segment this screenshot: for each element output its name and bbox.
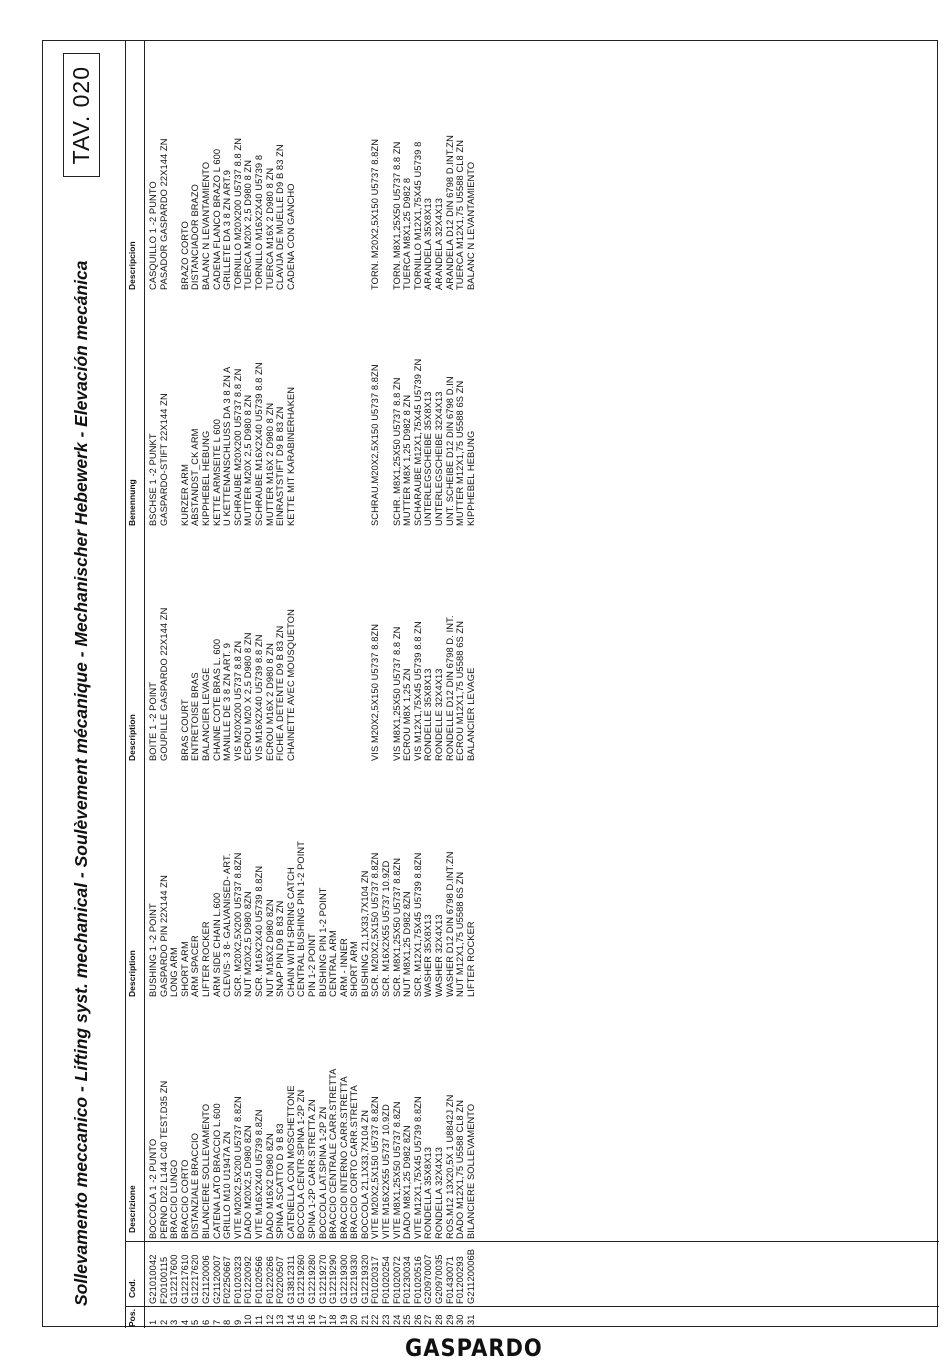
cell-es: TUERCA M20X 2,5 D980 8 ZN (243, 159, 254, 290)
cell-en: CHAIN WITH SPRING CATCH (285, 867, 296, 997)
cell-pos: 8 (222, 1319, 233, 1325)
cell-es (381, 135, 392, 290)
cell-en: ARM - INNER (338, 938, 349, 997)
cell-es: TORNILLO M12X1,75X45 U5739 8 (412, 141, 423, 290)
header-es: Descripcion (127, 241, 137, 290)
cell-it: BRACCIO CORTO (179, 1159, 190, 1239)
cell-it: BOCCOLA 21,1X33,7X104 ZN (359, 1109, 370, 1239)
header-pos: Pos. (127, 1309, 137, 1327)
cell-en: PIN 1-2 POINT (306, 933, 317, 997)
cell-it: SPINA A SCATTO D 9 B 83 (275, 1123, 286, 1239)
cell-de: UNTERLEGSCHEIBE 35X8X13 (423, 391, 434, 526)
cell-it: VITE M16X2X55 U5737 10.9ZD (381, 1104, 392, 1239)
cell-fr: GOUPILLE GASPARDO 22X144 ZN (158, 607, 169, 761)
cell-de: KETTE MIT KARABINERHAKEN (285, 386, 296, 526)
cell-en: CLEVIS- 3 8- GALVANISED- ART. (222, 853, 233, 997)
cell-en: SNAP PIN D9 B 83 ZN (275, 900, 286, 997)
cell-cod: F01230034 (402, 1256, 413, 1304)
cell-es: DISTANCIADOR BRAZO (190, 184, 201, 290)
cell-cod: G21010042 (148, 1254, 158, 1304)
cell-de: U KETTENANSCHLUSS DA 3 8 ZN A (222, 366, 233, 526)
cell-cod: G12219270 (317, 1254, 328, 1304)
cell-pos: 29 (444, 1314, 455, 1325)
cell-de: GASPARDO-STIFT 22X144 ZN (158, 393, 169, 526)
cell-es: TORNILLO M16X2X40 U5739 8 (253, 154, 264, 290)
cell-de: KETTE ARMSEITE L 600 (211, 418, 222, 526)
cell-pos: 15 (296, 1314, 307, 1325)
cell-fr (381, 608, 392, 761)
cell-en: NUT M20X2,5 D980 8ZN (243, 891, 254, 997)
cell-es: TUERCA M8X1,25 D982 8 (402, 177, 413, 290)
cell-pos: 19 (338, 1314, 349, 1325)
cell-de (328, 359, 339, 526)
header-rule (125, 41, 126, 1328)
cell-pos: 11 (253, 1315, 264, 1325)
cell-de: KIPPHEBEL HEBUNG (200, 430, 211, 526)
cell-cod: F01020317 (370, 1256, 381, 1304)
cell-it: RONDELLA 32X4X13 (434, 1146, 445, 1239)
cell-it: PERNO D22 L144 C40 TEST.D35 ZN (158, 1080, 169, 1239)
cell-de (307, 359, 318, 526)
cell-it: ROS.M12 13X20,5X 1 U8842J ZN (444, 1094, 455, 1239)
cell-fr: ECROU M12X1,75 U5588 6S ZN (455, 620, 466, 761)
cell-pos: 26 (412, 1314, 423, 1325)
cell-pos: 22 (370, 1314, 381, 1325)
cell-fr (296, 608, 307, 761)
cell-it: RONDELLA 35X8X13 (423, 1146, 434, 1239)
cell-en: SCR. M12X1,75X45 U5739 8.8ZN (412, 852, 423, 997)
cell-es (349, 135, 360, 290)
cell-de (296, 359, 307, 526)
cell-it: BRACCIO INTERNO CARR.STRETTA (338, 1076, 349, 1239)
cell-cod: G12219290 (328, 1254, 339, 1304)
cell-fr: ENTRETOISE BRAS (190, 672, 201, 761)
cell-it: SPINA 1-2P CARR.STRETTA ZN (306, 1099, 317, 1239)
cell-es: TORNILLO M20X200 U5737 8.8 ZN (232, 137, 243, 290)
cell-it: BOCCOLA CENTR.SPINA 1-2P ZN (296, 1089, 307, 1239)
cell-it: VITE M8X1,25X50 U5737 8.8ZN (391, 1101, 402, 1239)
cell-cod: G12219260 (296, 1254, 307, 1304)
cell-fr (169, 608, 180, 761)
cell-en: SCR. M20X2,5X200 U5737 8.8ZN (232, 852, 243, 997)
column-pos (148, 1314, 476, 1325)
cell-it: VITE M20X2,5X200 U5737 8.8ZN (232, 1096, 243, 1239)
cell-de: UNTERLEGSCHEIBE 32X4X13 (434, 391, 445, 526)
cell-es (328, 135, 339, 290)
cell-fr: CHAINETTE AVEC MOUSQUETON (285, 609, 296, 761)
cell-cod: G12219320 (359, 1254, 370, 1304)
cell-es: GRILLETE DA 3 8 ZN ART.9 (222, 169, 233, 290)
cell-cod: G20970007 (423, 1254, 434, 1304)
cell-en: ARM SIDE CHAIN L.600 (211, 892, 222, 997)
cell-fr: MANILLE DE 3 8 ZN ART. 9 (222, 643, 233, 761)
cell-it: BRACCIO CORTO CARR.STRETTA (349, 1085, 360, 1239)
cell-cod: G20970035 (434, 1254, 445, 1304)
cell-cod: G12219330 (349, 1254, 360, 1304)
cell-cod: G12219300 (338, 1254, 349, 1304)
cell-fr: CHAINE COTE BRAS L. 600 (211, 638, 222, 761)
column-en (148, 841, 476, 997)
header-de: Benennung (127, 479, 137, 526)
cell-pos: 14 (285, 1314, 296, 1325)
cell-en: NUT M16X2 D980 8ZN (264, 899, 275, 997)
cell-de: SCHRAUBE M20X200 U5737 8.8 ZN (232, 368, 243, 526)
header-fr: Description (127, 714, 137, 761)
col-divider-pos (125, 1306, 939, 1307)
cell-it: VITE M16X2X40 U5739 8.8ZN (253, 1109, 264, 1239)
cell-de: KURZER ARM (179, 464, 190, 526)
cell-fr: VIS M20X2,5X150 U5737 8.8ZN (370, 623, 381, 761)
cell-de: MUTTER M8X 1,25 D982 8 ZN (402, 394, 413, 526)
cell-de: MUTTER M16X 2 D980 8 ZN (264, 402, 275, 526)
cell-en: BUSHING 21,1X33,7X104 ZN (359, 870, 370, 997)
cell-de: ABSTANDST_CK ARM (190, 428, 201, 526)
cell-cod: G13812311 (285, 1255, 296, 1304)
table-id: TAV. 020 (63, 53, 100, 177)
cell-it: DADO M16X2 D980 8ZN (264, 1133, 275, 1239)
cell-es: TORN. M20X2,5X150 U5737 8.8ZN (370, 138, 381, 290)
cell-pos: 4 (179, 1319, 190, 1325)
cell-it: CATENA LATO BRACCIO L.600 (211, 1103, 222, 1239)
cell-fr: BRAS COURT (179, 699, 190, 761)
cell-cod: G12219280 (306, 1254, 317, 1304)
cell-en: SCR. M16X2X40 U5739 8.8ZN (253, 865, 264, 997)
cell-fr: VIS M16X2X40 U5739 8.8 ZN (253, 634, 264, 761)
cell-es (318, 135, 329, 290)
cell-de: KIPPHEBEL HEBUNG (465, 430, 476, 526)
cell-fr: ECROU M8X 1,25 ZN (402, 668, 413, 761)
cell-es (169, 135, 180, 290)
cell-de: SCHRAU.M20X2,5X150 U5737 8.8ZN (370, 364, 381, 526)
cell-it: CATENELLA CON MOSCHETTONE (285, 1085, 296, 1239)
cell-fr: ECROU M16X 2 D980 8 ZN (264, 643, 275, 761)
cell-fr: RONDELLE 35X8X13 (423, 668, 434, 761)
cell-en: SHORT ARM (179, 941, 190, 997)
cell-es (307, 135, 318, 290)
cell-es: CASQUILLO 1 -2 PUNTO (148, 181, 158, 290)
gaspardo-logo: GASPARDO (405, 1334, 543, 1362)
cell-es (339, 135, 350, 290)
cell-fr: ECROU M20 X 2,5 D980 8 ZN (243, 632, 254, 761)
cell-pos: 7 (211, 1319, 222, 1325)
column-es (148, 135, 476, 290)
cell-it: DISTANZIALE BRACCIO (190, 1132, 201, 1239)
cell-cod: G21120006B (465, 1248, 476, 1304)
header-bottom-rule (144, 41, 145, 1328)
cell-de: EINRASTSTIFT D9 B 83 ZN (275, 406, 286, 526)
cell-pos: 6 (200, 1319, 211, 1325)
cell-de: MUTTER M12X1,75 U5588 6S ZN (455, 380, 466, 526)
cell-it: GRILLO M10 U1947A ZN (222, 1131, 233, 1239)
cell-en: WASHER 32X4X13 (434, 914, 445, 997)
cell-de: SCHARAUBE M12X1,75X45 U5739 ZN (412, 358, 423, 526)
cell-cod: G21120007 (211, 1255, 222, 1304)
cell-en: SCR. M16X2X55 U5737 10.9ZD (381, 860, 392, 997)
cell-en: NUT M8X1,25 D982 8ZN (402, 891, 413, 997)
cell-en: SCR. M8X1,25X50 U5737 8.8ZN (391, 857, 402, 997)
cell-fr: RONDELLE D12 DIN 6798 D. INT. (444, 615, 455, 761)
cell-fr: RONDELLE 32X4X13 (434, 668, 445, 761)
cell-it: BRACCIO CENTRALE CARR.STRETTA (328, 1068, 339, 1239)
cell-pos: 20 (349, 1314, 360, 1325)
cell-it: BILANCIERE SOLLEVAMENTO (200, 1103, 211, 1239)
cell-it: BOCCOLA 1 -2 PUNTO (148, 1138, 158, 1239)
cell-pos: 12 (264, 1314, 275, 1325)
cell-fr (349, 608, 360, 761)
cell-fr (307, 608, 318, 761)
cell-pos: 13 (275, 1314, 286, 1325)
cell-en: SCR. M20X2,5X150 U5737 8.8ZN (370, 852, 381, 997)
cell-fr: BALANCIER LEVAGE (465, 667, 476, 761)
cell-it: BILANCIERE SOLLEVAMENTO (465, 1103, 476, 1239)
header-en: Description (127, 950, 137, 997)
cell-fr (318, 608, 329, 761)
cell-es: BALANC N LEVANTAMIENTO (465, 161, 476, 290)
cell-cod: F01430071 (444, 1256, 455, 1304)
header-cod: Cod. (127, 1279, 137, 1298)
cell-es: ARANDELA D12 DIN 6798 D.INT.ZN (444, 135, 455, 290)
cell-de: SCHRAUBE M16X2X40 U5739 8.8 ZN (253, 362, 264, 526)
cell-cod: F01200293 (455, 1256, 466, 1304)
cell-en: BUSHING PIN 1-2 POINT (317, 887, 328, 997)
cell-de (339, 359, 350, 526)
cell-en: WASHER D12 DIN 6798 D.INT.ZN (444, 851, 455, 997)
cell-cod: F01220266 (264, 1256, 275, 1304)
cell-cod: F01020072 (391, 1256, 402, 1304)
cell-es: TUERCA M12X1,75 U5588 CL8 ZN (455, 139, 466, 290)
page-frame (42, 40, 938, 1327)
cell-pos: 31 (465, 1314, 476, 1325)
cell-cod: F01020516 (412, 1256, 423, 1304)
cell-it: VITE M20X2,5X150 U5737 8.8ZN (370, 1096, 381, 1239)
cell-it: VITE M12X1,75X45 U5739 8.8ZN (412, 1096, 423, 1239)
cell-pos: 25 (402, 1314, 413, 1325)
cell-cod: G12217600 (169, 1254, 180, 1304)
cell-cod: F02250667 (222, 1256, 233, 1304)
cell-pos: 2 (158, 1319, 169, 1325)
cell-pos: 16 (306, 1314, 317, 1325)
cell-de (381, 359, 392, 526)
cell-de (349, 359, 360, 526)
cell-es: PASADOR GASPARDO 22X144 ZN (158, 138, 169, 290)
header-it: Descrizione (127, 1185, 137, 1233)
cell-es: BALANC N LEVANTAMIENTO (200, 161, 211, 290)
cell-pos: 30 (455, 1314, 466, 1325)
cell-de (318, 359, 329, 526)
cell-en: GASPARDO PIN 22X144 ZN (158, 875, 169, 997)
cell-cod: F01020254 (381, 1256, 392, 1304)
cell-fr: BALANCIER LEVAGE (200, 667, 211, 761)
cell-es (296, 135, 307, 290)
cell-fr (339, 608, 350, 761)
cell-pos: 17 (317, 1314, 328, 1325)
cell-pos: 21 (359, 1314, 370, 1325)
cell-de: UNT. SCHEIBE D12 DIN 6798 D.IN (444, 376, 455, 526)
cell-es (360, 135, 371, 290)
column-fr (148, 608, 476, 761)
cell-de (169, 359, 180, 526)
cell-cod: F20100115 (158, 1256, 169, 1304)
cell-pos: 5 (190, 1319, 201, 1325)
cell-pos: 9 (232, 1319, 243, 1325)
column-de (148, 359, 476, 526)
rotated-table (43, 41, 939, 1328)
cell-fr: FICHE A DETENTE D9 B 83 ZN (275, 625, 286, 761)
cell-de: MUTTER M20X 2,5 D980 8 ZN (243, 394, 254, 526)
cell-fr: VIS M8X1,25X50 U5737 8.8 ZN (391, 626, 402, 761)
cell-cod: F01020323 (232, 1256, 243, 1304)
cell-pos: 3 (169, 1319, 180, 1325)
cell-en: LIFTER ROCKER (200, 921, 211, 997)
cell-en: LONG ARM (169, 947, 180, 997)
cell-cod: G21120006 (200, 1255, 211, 1304)
cell-pos: 23 (381, 1314, 392, 1325)
cell-es: TORN. M8X1,25X50 U5737 8.8 ZN (391, 141, 402, 290)
cell-cod: F02200507 (275, 1256, 286, 1304)
cell-de: SCHR. M8X1,25X50 U5737 8.8 ZN (391, 377, 402, 526)
cell-it: DADO M20X2,5 D980 8ZN (243, 1125, 254, 1239)
column-cod (148, 1249, 476, 1304)
cell-es: BRAZO CORTO (179, 221, 190, 290)
cell-pos: 10 (243, 1314, 254, 1325)
cell-fr: BOITE 1 -2 POINT (148, 681, 158, 761)
page-title: Sollevamento meccanico - Lifting syst. mechanical - Soulèvement mécanique - Mechanischer Hebewerk - Elevación mecánica (71, 260, 91, 1306)
cell-pos: 28 (434, 1314, 445, 1325)
cell-en: WASHER 35X8X13 (423, 914, 434, 997)
cell-es: CADENA FLANCO BRAZO L 600 (211, 148, 222, 290)
cell-cod: F01220092 (243, 1256, 254, 1304)
cell-es: TUERCA M16X 2 D980 8 ZN (264, 167, 275, 290)
cell-fr: VIS M12X1,75X45 U5739 8.8 ZN (412, 621, 423, 761)
cell-it: DADO M12X1,75 U5588 CL8 ZN (455, 1099, 466, 1239)
cell-cod: G12217610 (179, 1254, 190, 1304)
cell-de (360, 359, 371, 526)
cell-es: CADENA CON GANCHO (285, 183, 296, 290)
cell-en: CENTRAL BUSHING PIN 1-2 POINT (296, 841, 307, 997)
cell-es: CLAVIJA DE MUELLE D9 B 83 ZN (275, 144, 286, 290)
cell-it: DADO M8X1,25 D982 8ZN (402, 1125, 413, 1239)
cell-pos: 18 (328, 1314, 339, 1325)
cell-en: BUSHING 1 -2 POINT (148, 903, 158, 997)
cell-en: SHORT ARM (349, 941, 360, 997)
cell-fr (328, 608, 339, 761)
cell-pos: 1 (148, 1319, 158, 1325)
cell-it: BOCCOLA LAT.SPINA 1-2P ZN (317, 1106, 328, 1239)
cell-en: CENTRAL ARM (328, 930, 339, 997)
cell-es: ARANDELA 32X4X13 (434, 197, 445, 290)
column-it (148, 1068, 476, 1239)
cell-en: ARM SPACER (190, 935, 201, 997)
cell-cod: F01020566 (253, 1256, 264, 1304)
cell-es: ARANDELA 35X8X13 (423, 197, 434, 290)
cell-fr (360, 608, 371, 761)
cell-cod: G12217620 (190, 1254, 201, 1304)
cell-it: BRACCIO LUNGO (169, 1159, 180, 1239)
cell-en: NUT M12X1,75 U5588 6S ZN (455, 871, 466, 997)
cell-pos: 27 (423, 1314, 434, 1325)
cell-pos: 24 (391, 1314, 402, 1325)
cell-en: LIFTER ROCKER (465, 921, 476, 997)
col-divider-cod (125, 1241, 939, 1242)
cell-de: BSCHSE 1 -2 PUNKT (148, 433, 158, 526)
cell-fr: VIS M20X200 U5737 8.8 ZN (232, 640, 243, 761)
